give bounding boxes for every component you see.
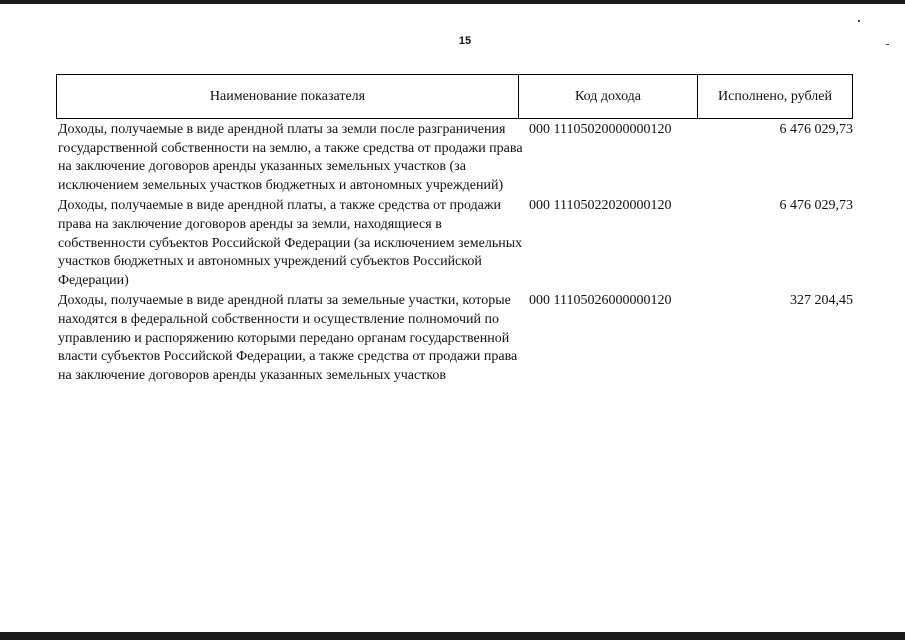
row-name: Доходы, получаемые в виде арендной платы за земли после разграничения государственной собственности на землю, а также средства от продажи права на заключение договоров аренды указанных земельных участков (за исключением земельных участков бюджетных и автономных учреждений)	[58, 122, 523, 193]
header-name: Наименование показателя	[57, 75, 519, 118]
scan-top-border	[0, 0, 905, 4]
table-row	[58, 292, 853, 385]
row-amount: 6 476 029,73	[779, 198, 853, 214]
row-name: Доходы, получаемые в виде арендной платы за земельные участки, которые находятся в федеральной собственности и осуществление полномочий по управлению и распоряжению которыми передано органам государственной власти субъектов Российской Федерации, а также средства от продажи права на заключение договоров аренды указанных земельных участков	[58, 293, 518, 383]
table-header	[56, 74, 853, 119]
page-number: 15	[458, 35, 472, 47]
scan-bottom-border	[0, 632, 905, 640]
row-code: 000 11105026000000120	[529, 293, 672, 309]
scan-speck	[858, 20, 860, 22]
header-amount: Исполнено, рублей	[718, 88, 832, 104]
row-amount: 6 476 029,73	[779, 122, 853, 137]
table-row	[58, 197, 853, 290]
row-code: 000 11105020000000120	[529, 122, 672, 137]
row-code: 000 11105022020000120	[529, 198, 672, 214]
row-name: Доходы, получаемые в виде арендной платы, а также средства от продажи права на заключение договоров аренды за земли, находящиеся в собственности субъектов Российской Федерации (за исключением земельных участков бюджетных и автономных учреждений субъектов Российской Федерации)	[58, 198, 523, 288]
header-code: Код дохода	[519, 75, 698, 118]
table-row	[58, 121, 853, 195]
row-amount: 327 204,45	[790, 293, 853, 309]
table-body	[58, 121, 853, 387]
